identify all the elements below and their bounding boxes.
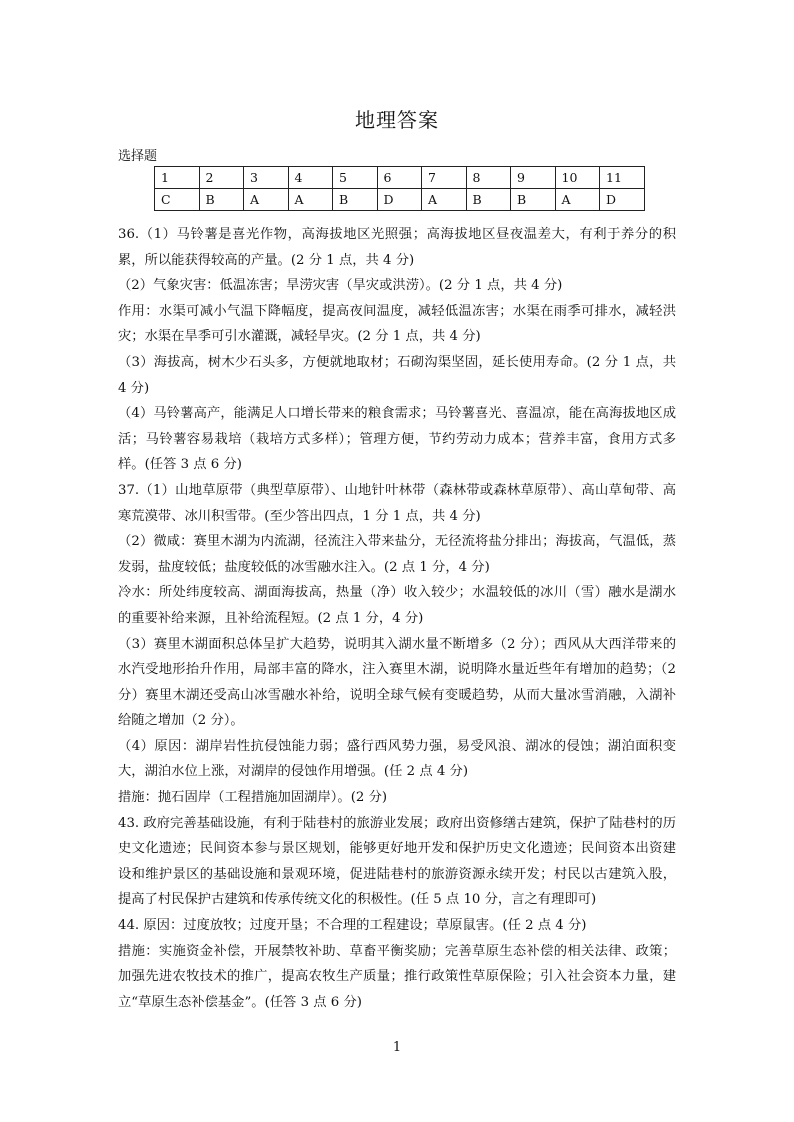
answer-paragraph: （2）微咸：赛里木湖为内流湖，径流注入带来盐分，无径流将盐分排出；海拔高，气温低，蒸发弱，盐度较低；盐度较低的冰雪融水注入。(2 点 1 分，4 分) [118, 534, 676, 575]
table-cell: B [511, 189, 556, 211]
table-cell: B [466, 189, 511, 211]
table-cell: 2 [199, 167, 244, 189]
section-label: 选择题 [118, 149, 158, 164]
answer-table [154, 166, 645, 211]
table-cell: C [155, 189, 200, 211]
answer-paragraph: 措施：实施资金补偿，开展禁牧补助、草畜平衡奖励；完善草原生态补偿的相关法律、政策；加强先进农牧技术的推广，提高农牧生产质量；推行政策性草原保险；引入社会资本力量，建立“草原生态补偿基金”。(任答 3 点 6 分) [118, 943, 676, 1010]
table-cell: 9 [511, 167, 556, 189]
answer-paragraph: （4）马铃薯高产，能满足人口增长带来的粮食需求；马铃薯喜光、喜温凉，能在高海拔地区成活；马铃薯容易栽培（栽培方式多样）；管理方便，节约劳动力成本；营养丰富，食用方式多样。(任答 3 点 6 分) [118, 406, 676, 473]
table-row-numbers [155, 167, 645, 189]
answer-paragraph: 43. 政府完善基础设施，有利于陆巷村的旅游业发展；政府出资修缮古建筑，保护了陆巷村的历史文化遗迹；民间资本参与景区规划，能够更好地开发和保护历史文化遗迹；民间资本出资建设和维护景区的基础设施和景观环境，促进陆巷村的旅游资源永续开发；村民以古建筑入股，提高了村民保护古建筑和传承传统文化的积极性。(任 5 点 10 分，言之有理即可) [118, 815, 676, 908]
table-cell: B [199, 189, 244, 211]
answer-paragraph: 36.（1）马铃薯是喜光作物，高海拔地区光照强；高海拔地区昼夜温差大，有利于养分的积累，所以能获得较高的产量。(2 分 1 点，共 4 分) [118, 227, 676, 268]
answer-paragraph: 作用：水渠可减小气温下降幅度，提高夜间温度，减轻低温冻害；水渠在雨季可排水，减轻洪灾；水渠在旱季可引水灌溉，减轻旱灾。(2 分 1 点，共 4 分) [118, 303, 676, 345]
answer-paragraph: （3）海拔高，树木少石头多，方便就地取材；石砌沟渠坚固，延长使用寿命。(2 分 1 点，共 4 分) [118, 354, 676, 396]
table-cell: A [288, 189, 333, 211]
page-number: 1 [392, 1040, 402, 1055]
answer-body [118, 222, 676, 1015]
table-cell: 10 [555, 167, 600, 189]
table-cell: 3 [244, 167, 289, 189]
table-cell: A [422, 189, 467, 211]
table-cell: 6 [377, 167, 422, 189]
table-cell: 1 [155, 167, 200, 189]
answer-paragraph: （2）气象灾害：低温冻害；旱涝灾害（旱灾或洪涝）。(2 分 1 点，共 4 分) [118, 278, 563, 294]
table-cell: 5 [333, 167, 378, 189]
answer-paragraph: （4）原因：湖岸岩性抗侵蚀能力弱；盛行西风势力强，易受风浪、湖冰的侵蚀；湖泊面积变大，湖泊水位上涨，对湖岸的侵蚀作用增强。(任 2 点 4 分) [118, 738, 676, 780]
table-cell: 11 [600, 167, 645, 189]
answer-paragraph: 37.（1）山地草原带（典型草原带）、山地针叶林带（森林带或森林草原带）、高山草甸带、高寒荒漠带、冰川积雪带。(至少答出四点，1 分 1 点，共 4 分) [118, 482, 676, 524]
table-cell: B [333, 189, 378, 211]
table-cell: D [377, 189, 422, 211]
answer-paragraph: （3）赛里木湖面积总体呈扩大趋势，说明其入湖水量不断增多（2 分）；西风从大西洋带来的水汽受地形抬升作用，局部丰富的降水，注入赛里木湖，说明降水量近些年有增加的趋势；（2 分）赛里木湖还受高山冰雪融水补给，说明全球气候有变暖趋势，从而大量冰雪消融，入湖补给随之增加（2 分）。 [118, 636, 676, 729]
table-cell: 4 [288, 167, 333, 189]
table-cell: D [600, 189, 645, 211]
table-cell: A [555, 189, 600, 211]
table-cell: A [244, 189, 289, 211]
answer-paragraph: 44. 原因：过度放牧；过度开垦；不合理的工程建设；草原鼠害。(任 2 点 4 分) [118, 918, 587, 934]
page-title: 地理答案 [355, 108, 439, 132]
answer-paragraph: 措施：抛石固岸（工程措施加固湖岸）。(2 分) [118, 790, 388, 806]
table-cell: 7 [422, 167, 467, 189]
table-row-answers [155, 189, 645, 211]
answer-paragraph: 冷水：所处纬度较高、湖面海拔高，热量（净）收入较少；水温较低的冰川（雪）融水是湖水的重要补给来源，且补给流程短。(2 点 1 分，4 分) [118, 585, 676, 626]
table-cell: 8 [466, 167, 511, 189]
